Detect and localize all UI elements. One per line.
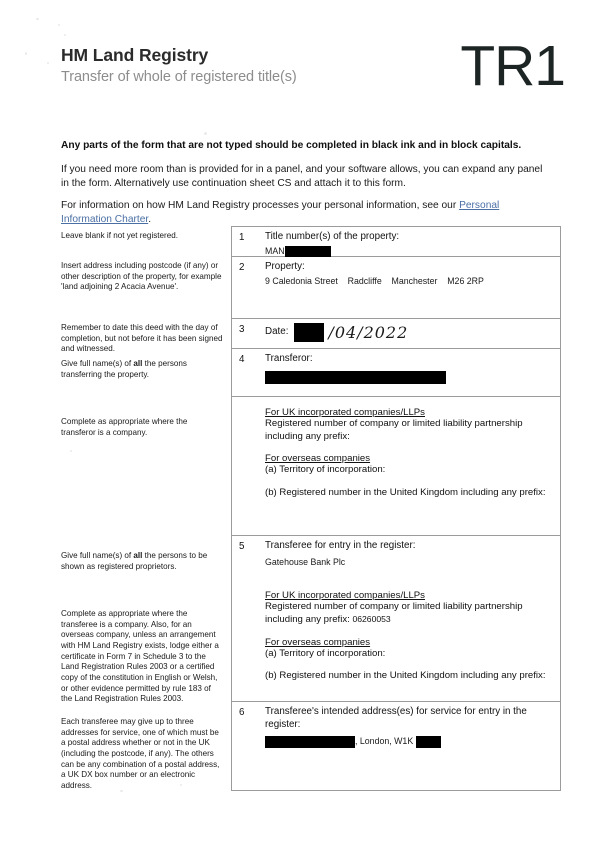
intro-paragraph-2 xyxy=(61,199,546,228)
scan-speckle xyxy=(64,34,66,36)
panel-1-value-prefix: MAN xyxy=(265,245,285,256)
note-transferee: Give full name(s) of all the persons to be shown as registered proprietors. xyxy=(61,551,208,571)
scan-speckle xyxy=(25,52,27,55)
panel-1-number: 1 xyxy=(239,232,245,243)
transferee-uk-companies-text xyxy=(265,601,552,626)
scan-speckle xyxy=(36,18,39,20)
panel-5-label: Transferee for entry in the register: xyxy=(265,540,416,551)
form-code-tr1: TR1 xyxy=(460,34,565,98)
panel-3-label: Date: xyxy=(265,326,289,338)
scan-speckle xyxy=(70,450,72,452)
note-date: Remember to date this deed with the day of completion, but not before it has been signed and witnessed. xyxy=(61,323,223,354)
panel-3-date[interactable] xyxy=(232,319,560,349)
panel-1-title-number[interactable] xyxy=(232,227,560,257)
panel-5-value: Gatehouse Bank Plc xyxy=(265,556,346,567)
intro-bold-notice: Any parts of the form that are not typed should be completed in black ink and in block capitals. xyxy=(61,140,522,151)
transferor-uk-companies-heading: For UK incorporated companies/LLPs xyxy=(265,407,425,418)
panel-2-label: Property: xyxy=(265,261,305,272)
transferee-uk-company-number: 06260053 xyxy=(352,614,391,625)
panel-6-service-address[interactable] xyxy=(232,702,560,790)
panel-3-handwritten-date: /04/2022 xyxy=(328,323,409,342)
transferor-overseas-territory: (a) Territory of incorporation: xyxy=(265,464,386,476)
scan-speckle xyxy=(204,132,207,135)
panel-1-redaction xyxy=(285,246,331,257)
note-property-address: Insert address including postcode (if any) or other description of the property, for example 'land adjoining 2 Acacia Avenue'. xyxy=(61,261,222,292)
transferor-overseas-uk-number: (b) Registered number in the United Kingdom including any prefix: xyxy=(265,486,546,498)
panel-2-property[interactable] xyxy=(232,257,560,319)
note-transferor-company: Complete as appropriate where the transferor is a company. xyxy=(61,417,188,437)
panel-5-number: 5 xyxy=(239,541,245,552)
transferee-uk-companies-heading: For UK incorporated companies/LLPs xyxy=(265,590,425,602)
panel-6-address-middle: , London, W1K xyxy=(355,736,414,747)
transferor-uk-companies-text: Registered number of company or limited liability partnership including any prefix: xyxy=(265,418,523,442)
note-transferee-company: Complete as appropriate where the transferee is a company. Also, for an overseas company, unless an arrangement with HM Land Registry exists, lodge either a certificate in Form 7 in Schedule 3 to the Land Registration Rules 2003 or a certified copy of the constitution in English or Welsh, or other evidence permitted by rule 183 of the Land Registration Rules 2003. xyxy=(61,609,219,704)
intro-paragraph-1: If you need more room than is provided for in a panel, and your software allows, you can expand any panel in the form. Alternatively use continuation sheet CS and attach it to this form. xyxy=(61,164,543,190)
note-service-address: Each transferee may give up to three addresses for service, one of which must be a postal address whether or not in the UK (including the postcode, if any). The others can be any combination of a postal address, a UK DX box number or an electronic address. xyxy=(61,717,220,791)
panel-4-number: 4 xyxy=(239,354,245,365)
document-subtitle: Transfer of whole of registered title(s) xyxy=(61,69,297,85)
panel-3-redaction xyxy=(294,323,324,342)
panel-6-redaction-postcode xyxy=(416,736,441,748)
panel-2-value: 9 Caledonia Street Radcliffe Manchester M26 2RP xyxy=(265,275,484,286)
form-panel-table xyxy=(231,226,561,791)
panel-4-redaction xyxy=(265,371,446,384)
transferee-overseas-uk-number: (b) Registered number in the United Kingdom including any prefix: xyxy=(265,670,546,682)
scan-speckle xyxy=(58,24,60,26)
panel-4-company-details[interactable] xyxy=(232,397,560,536)
transferee-uk-companies-text-label: Registered number of company or limited liability partnership including any prefix: xyxy=(265,601,523,626)
personal-information-charter-link[interactable]: Personal Information Charter xyxy=(61,200,500,226)
panel-6-number: 6 xyxy=(239,707,245,718)
panel-2-number: 2 xyxy=(239,262,245,273)
intro-paragraph-2-suffix: . xyxy=(148,214,152,226)
scan-speckle xyxy=(47,62,49,64)
hm-land-registry-logo: HM Land Registry xyxy=(61,45,209,65)
note-title-number: Leave blank if not yet registered. xyxy=(61,231,178,240)
panel-3-number: 3 xyxy=(239,324,245,335)
panel-6-value xyxy=(265,735,552,748)
panel-1-value xyxy=(265,245,552,258)
panel-1-label: Title number(s) of the property: xyxy=(265,231,400,242)
panel-4-transferor[interactable] xyxy=(232,349,560,397)
panel-6-label: Transferee's intended address(es) for service for entry in the register: xyxy=(265,706,527,730)
note-transferor: Give full name(s) of all the persons transferring the property. xyxy=(61,359,187,379)
transferor-overseas-heading: For overseas companies xyxy=(265,453,371,465)
panel-6-redaction-street xyxy=(265,736,355,748)
intro-paragraph-2-prefix: For information on how HM Land Registry processes your personal information, see our xyxy=(61,200,460,211)
panel-5-transferee[interactable] xyxy=(232,536,560,702)
transferee-overseas-heading: For overseas companies xyxy=(265,636,371,648)
panel-4-label: Transferor: xyxy=(265,353,313,364)
transferee-overseas-territory: (a) Territory of incorporation: xyxy=(265,647,386,659)
